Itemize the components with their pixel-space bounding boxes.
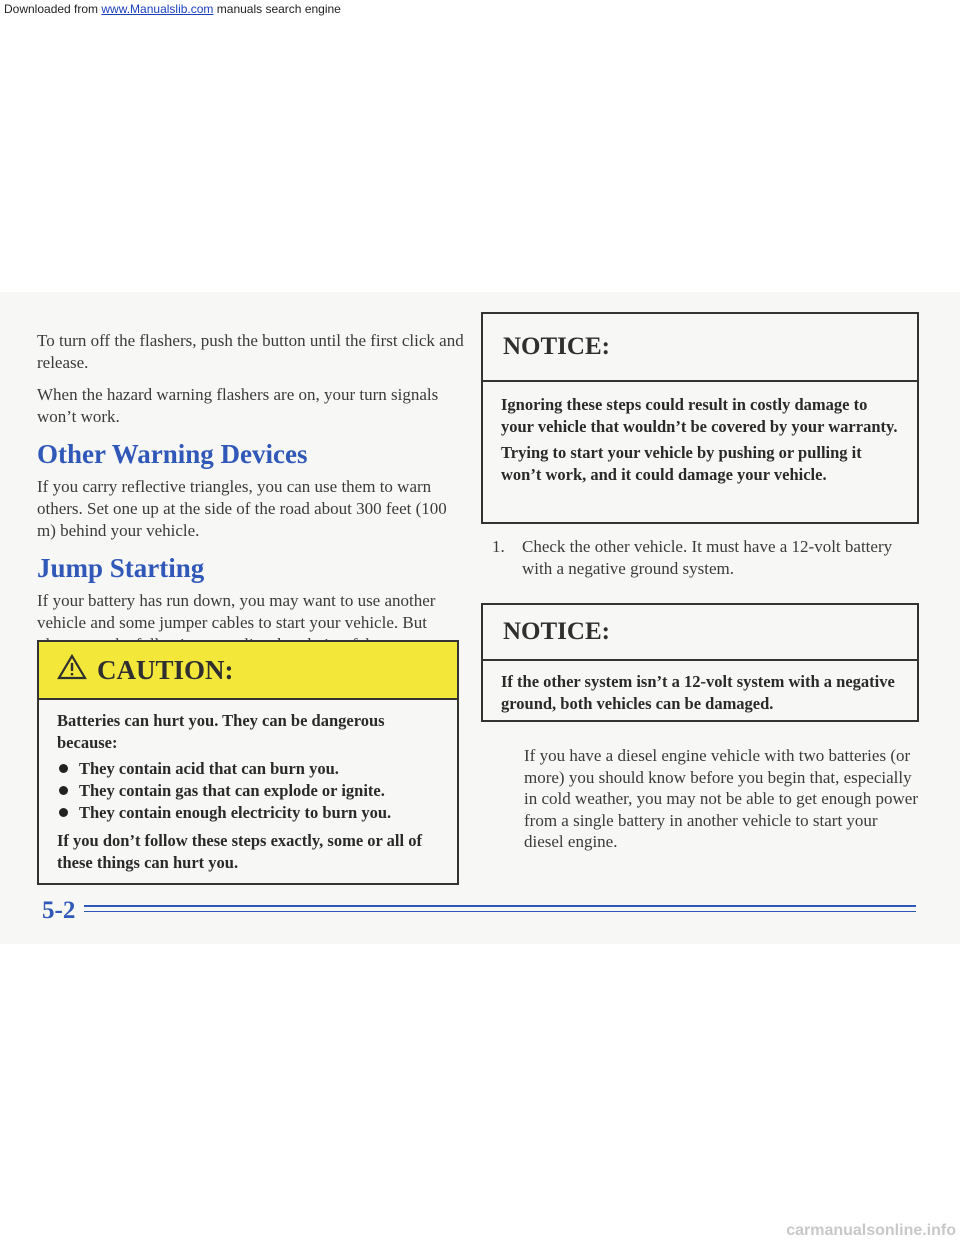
left-column bbox=[37, 330, 465, 666]
jump-starting-paragraph: If your battery has run down, you may want to use another vehicle and some jumper cables to start your vehicle. But bbox=[37, 591, 436, 632]
caution-header bbox=[39, 642, 457, 700]
step-1 bbox=[492, 536, 912, 580]
site-watermark: carmanualsonline.info bbox=[786, 1222, 956, 1239]
watermark-prefix: Downloaded from bbox=[4, 2, 102, 16]
warning-triangle-icon bbox=[57, 654, 87, 687]
notice-title: NOTICE: bbox=[503, 333, 610, 360]
jump-starting-heading: Jump Starting bbox=[37, 553, 205, 583]
caution-title: CAUTION: bbox=[97, 654, 234, 685]
diesel-paragraph: If you have a diesel engine vehicle with two batteries (or more) you should know before you begin that, especially in cold weather, you may not be able to get enough power from a single battery in another vehicle to start your diesel engine. bbox=[524, 746, 918, 851]
notice-pushing-text: Trying to start your vehicle by pushing or pulling it won’t work, and it could damage your vehicle. bbox=[501, 443, 862, 484]
caution-closing: If you don’t follow these steps exactly, some or all of these things can hurt you. bbox=[57, 831, 422, 872]
notice-ground-text: If the other system isn’t a 12-volt system with a negative ground, both vehicles can be damaged. bbox=[501, 672, 895, 713]
notice-header bbox=[483, 605, 917, 661]
list-item: They contain gas that can explode or ignite. bbox=[57, 780, 443, 802]
watermark-suffix: manuals search engine bbox=[213, 2, 341, 16]
notice-warranty-text: Ignoring these steps could result in costly damage to your vehicle that wouldn’t be covered by your warranty. bbox=[501, 395, 898, 436]
reflective-triangles-paragraph: If you carry reflective triangles, you can use them to warn others. Set one up at the side of the road about 300 feet (100 m) behind your vehicle. bbox=[37, 477, 447, 540]
list-item: They contain enough electricity to burn you. bbox=[57, 802, 443, 824]
footer-rule bbox=[84, 905, 916, 912]
caution-bullet-list bbox=[57, 758, 443, 824]
notice-box-warranty bbox=[481, 312, 919, 524]
step-number: 1. bbox=[492, 537, 505, 556]
page-number: 5-2 bbox=[42, 897, 76, 924]
manualslib-link[interactable]: www.Manualslib.com bbox=[101, 2, 214, 16]
notice-header bbox=[483, 314, 917, 382]
notice-title: NOTICE: bbox=[503, 618, 610, 645]
flashers-off-paragraph: To turn off the flashers, push the button until the first click and release. bbox=[37, 331, 464, 372]
list-item: They contain acid that can burn you. bbox=[57, 758, 443, 780]
caution-box bbox=[37, 640, 459, 885]
other-warning-devices-heading: Other Warning Devices bbox=[37, 439, 308, 469]
notice-box-ground bbox=[481, 603, 919, 722]
notice-body bbox=[483, 382, 917, 486]
caution-body bbox=[39, 700, 457, 874]
flashers-on-paragraph: When the hazard warning flashers are on, your turn signals won’t work. bbox=[37, 385, 439, 426]
caution-intro: Batteries can hurt you. They can be dangerous because: bbox=[57, 711, 385, 752]
download-watermark bbox=[4, 2, 341, 16]
step-text: Check the other vehicle. It must have a 12-volt battery with a negative ground system. bbox=[522, 537, 893, 578]
notice-body bbox=[483, 661, 917, 715]
